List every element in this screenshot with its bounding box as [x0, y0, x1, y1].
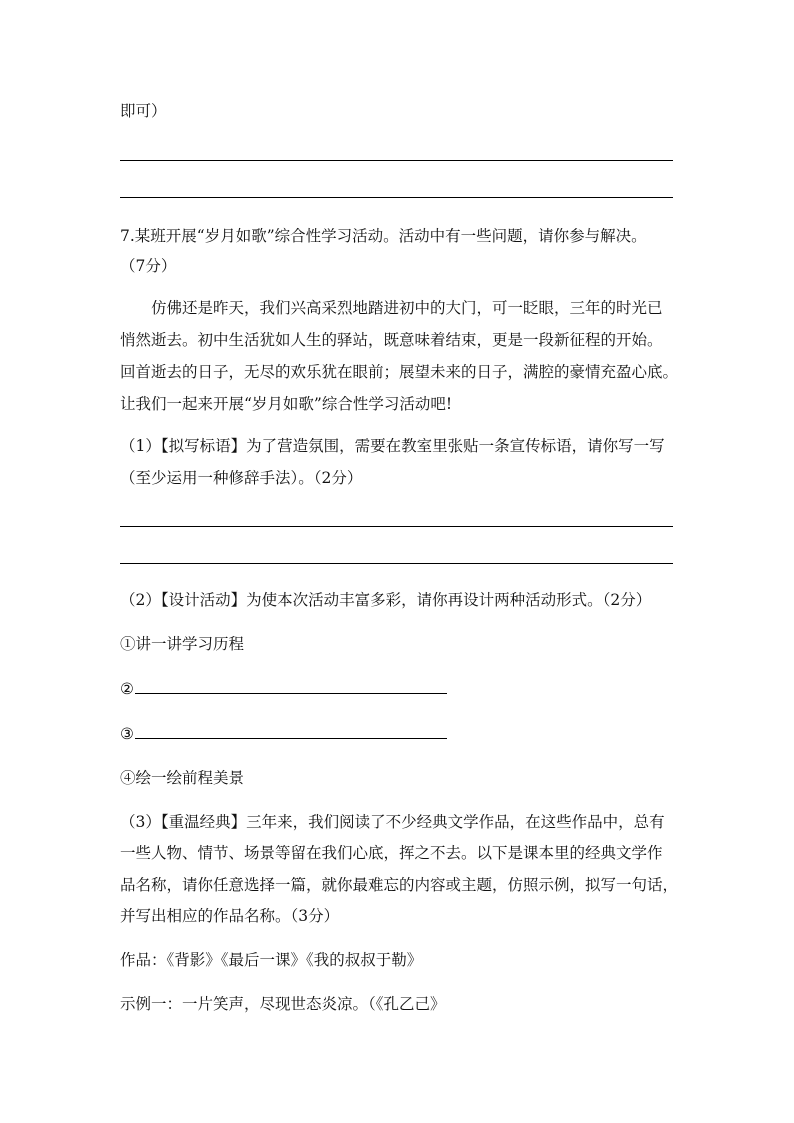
part-3-prompt-line-1: （3）【重温经典】三年来，我们阅读了不少经典文学作品，在这些作品中，总有 — [120, 813, 665, 831]
answer-line[interactable] — [120, 563, 673, 564]
works-list: 作品：《背影》《最后一课》《我的叔叔于勒》 — [120, 951, 423, 969]
intro-line-1: 仿佛还是昨天，我们兴高采烈地踏进初中的大门，可一眨眼，三年的时光已 — [151, 299, 663, 317]
activity-item-2[interactable] — [120, 679, 447, 699]
answer-line[interactable] — [120, 526, 673, 527]
part-1-prompt-line-2: （至少运用一种修辞手法）。（2分） — [120, 469, 363, 487]
previous-question-tail: 即可） — [120, 102, 167, 120]
part-3-prompt-line-3: 品名称，请你任意选择一篇，就你最难忘的内容或主题，仿照示例，拟写一句话， — [120, 876, 679, 894]
intro-line-4: 让我们一起来开展“岁月如歌”综合性学习活动吧! — [120, 395, 453, 413]
part-3-prompt-line-2: 一些人物、情节、场景等留在我们心底，挥之不去。以下是课本里的经典文学作 — [120, 844, 663, 862]
answer-line[interactable] — [120, 160, 673, 161]
activity-item-3-number: ③ — [120, 725, 134, 743]
intro-line-2: 悄然逝去。初中生活犹如人生的驿站，既意味着结束，更是一段新征程的开始。 — [120, 331, 663, 349]
question-7-score: （7分） — [120, 257, 177, 275]
question-7-title: 7.某班开展“岁月如歌”综合性学习活动。活动中有一些问题，请你参与解决。 — [120, 227, 647, 245]
intro-line-3: 回首逝去的日子，无尽的欢乐犹在眼前；展望未来的日子，满腔的豪情充盈心底。 — [120, 363, 679, 381]
activity-item-2-number: ② — [120, 680, 134, 698]
activity-item-1: ①讲一讲学习历程 — [120, 635, 245, 653]
part-2-prompt: （2）【设计活动】为使本次活动丰富多彩，请你再设计两种活动形式。（2分） — [120, 591, 652, 609]
activity-item-3-blank[interactable] — [135, 738, 447, 739]
activity-item-4: ④绘一绘前程美景 — [120, 769, 245, 787]
activity-item-2-blank[interactable] — [135, 693, 447, 694]
part-3-prompt-line-4: 并写出相应的作品名称。（3分） — [120, 907, 340, 925]
example-sentence: 示例一：一片笑声，尽现世态炎凉。（《孔乙己》 — [120, 995, 446, 1013]
activity-item-3[interactable] — [120, 724, 447, 744]
part-1-prompt-line-1: （1）【拟写标语】为了营造氛围，需要在教室里张贴一条宣传标语，请你写一写 — [120, 437, 665, 455]
answer-line[interactable] — [120, 197, 673, 198]
